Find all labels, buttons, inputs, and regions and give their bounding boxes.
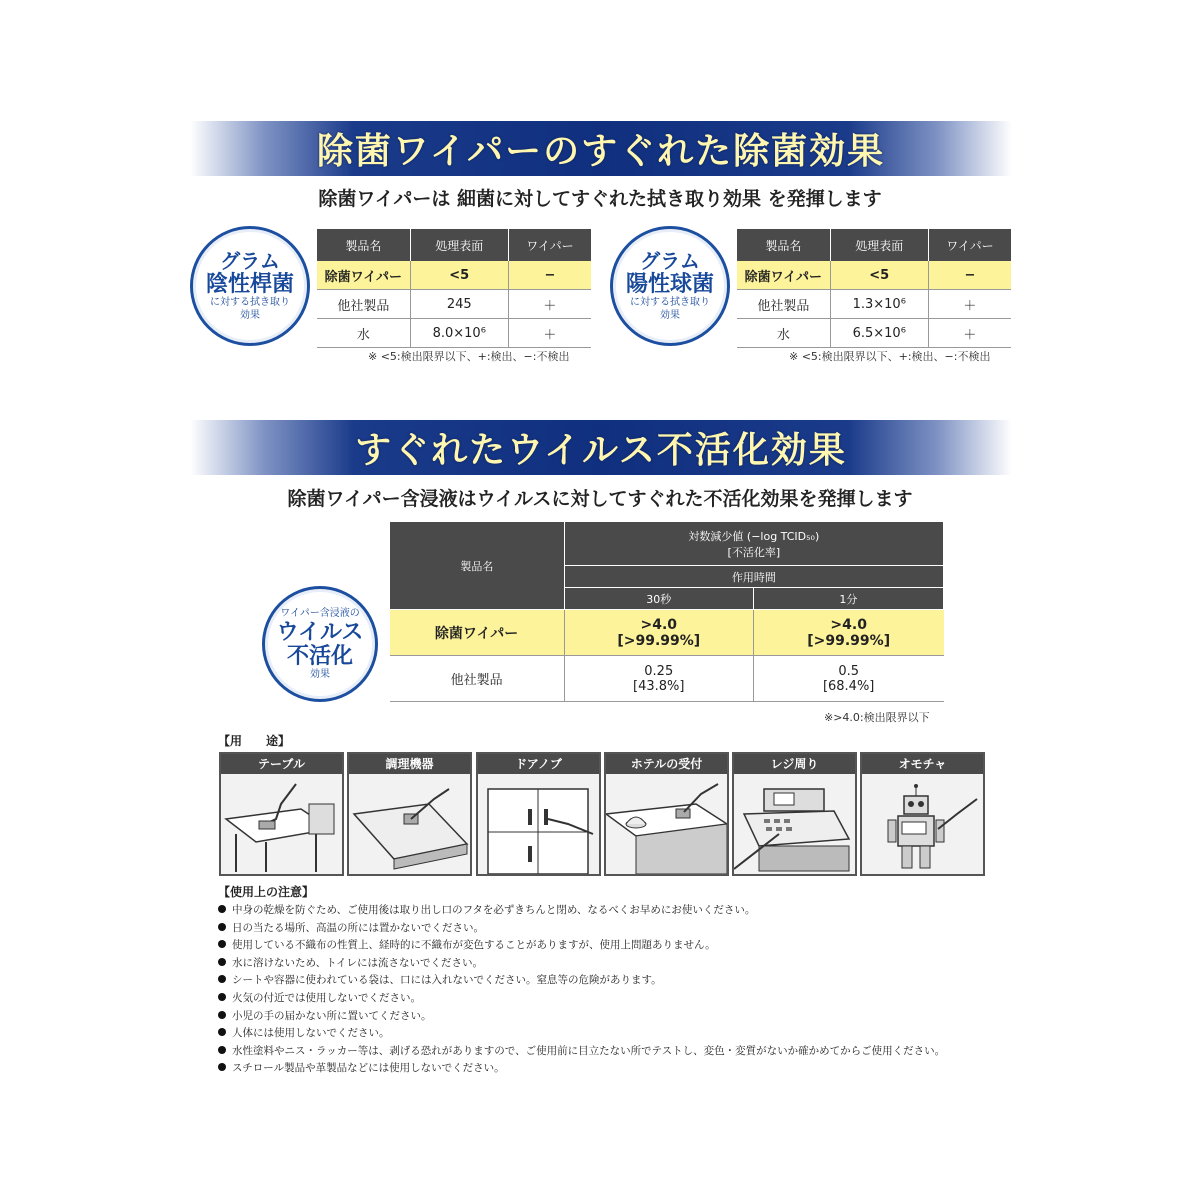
value: >4.0 <box>830 616 867 633</box>
bullet-icon <box>218 905 226 913</box>
bullet-icon <box>218 1063 226 1071</box>
badge-line2: 陽性球菌 <box>625 270 714 297</box>
col-product: 製品名 <box>737 229 830 261</box>
badge-line4: 効果 <box>660 310 680 322</box>
table-row <box>737 319 1011 348</box>
caution-text: スチロール製品や革製品などには使用しないでください。 <box>232 1062 505 1075</box>
rate: [68.4%] <box>822 678 875 694</box>
value: 0.5 <box>838 663 860 679</box>
list-item <box>218 902 945 920</box>
badge-line3: に対する拭き取り <box>630 297 710 309</box>
footnote-right: ※ <5:検出限界以下、+:検出、−:不検出 <box>789 350 991 363</box>
usage-tile-hotel <box>604 752 729 876</box>
col-wiper: ワイパー <box>928 229 1011 261</box>
caution-text: シートや容器に使われている袋は、口には入れないでください。窒息等の危険があります。 <box>232 974 662 987</box>
footnote-virus: ※>4.0:検出限界以下 <box>824 711 930 724</box>
list-item <box>218 1008 945 1026</box>
badge-line2: 陰性桿菌 <box>205 270 294 297</box>
cell: − <box>928 261 1011 290</box>
cell: 245 <box>410 290 508 319</box>
refrigerator-door-icon <box>478 774 599 874</box>
list-item <box>218 972 945 990</box>
badge-line3: に対する拭き取り <box>210 297 290 309</box>
metric-label: 対数減少値 (−log TCID₅₀) <box>688 529 820 543</box>
table-row <box>317 290 591 319</box>
usage-tile-doorknob <box>476 752 601 876</box>
usage-label: オモチャ <box>862 754 983 774</box>
usage-label: レジ周り <box>734 754 855 774</box>
table-row <box>737 290 1011 319</box>
usage-tile-cookware <box>347 752 472 876</box>
value: >4.0 <box>640 616 678 633</box>
table-gram-negative <box>317 229 591 348</box>
table-row <box>317 261 591 290</box>
list-item <box>218 920 945 938</box>
cell <box>564 656 753 702</box>
table-row <box>390 656 944 702</box>
cell: 他社製品 <box>390 656 565 702</box>
cell: <5 <box>830 261 928 290</box>
section2-banner-title: すぐれたウイルス不活化効果 <box>355 429 847 471</box>
usage-label: ドアノブ <box>478 754 599 774</box>
cell: 除菌ワイパー <box>390 610 565 656</box>
caution-text: 小児の手の届かない所に置いてください。 <box>232 1009 432 1022</box>
table-row <box>390 610 944 656</box>
cautions-title: 【使用上の注意】 <box>218 885 315 899</box>
usage-title: 【用 途】 <box>218 734 291 748</box>
reception-bell-icon <box>606 774 727 874</box>
table-row <box>317 319 591 348</box>
table-illustration-icon <box>221 774 342 874</box>
cell: 他社製品 <box>737 290 830 319</box>
cell: 除菌ワイパー <box>737 261 830 290</box>
badge-line1: グラム <box>640 248 700 273</box>
toy-robot-icon <box>862 774 983 874</box>
section1-subtitle: 除菌ワイパーは 細菌に対してすぐれた拭き取り効果 を発揮します <box>318 188 882 210</box>
caution-text: 水に溶けないため、トイレには流さないでください。 <box>232 956 484 969</box>
col-30s: 30秒 <box>564 588 753 610</box>
caution-text: 水性塗料やニス・ラッカー等は、剥げる恐れがありますので、ご使用前に目立たない所でテストし、変色・変質がないか確かめてからご使用ください。 <box>232 1044 946 1057</box>
value: 0.25 <box>644 663 674 679</box>
badge-line1: ワイパー含浸液の <box>280 607 360 619</box>
cell: ＋ <box>928 290 1011 319</box>
usage-tile-toy <box>860 752 985 876</box>
section2-banner <box>190 420 1012 475</box>
col-time: 作用時間 <box>564 566 943 588</box>
bullet-icon <box>218 993 226 1001</box>
cell: − <box>508 261 591 290</box>
col-1min: 1分 <box>753 588 943 610</box>
col-wiper: ワイパー <box>508 229 591 261</box>
col-surface: 処理表面 <box>410 229 508 261</box>
usage-label: ホテルの受付 <box>606 754 727 774</box>
table-gram-positive <box>737 229 1011 348</box>
kitchen-counter-icon <box>349 774 470 874</box>
bullet-icon <box>218 940 226 948</box>
cell: 6.5×10⁶ <box>830 319 928 348</box>
caution-text: 日の当たる場所、高温の所には置かないでください。 <box>232 921 484 934</box>
badge-line2: ウイルス <box>276 618 364 645</box>
table-row <box>737 261 1011 290</box>
badge-line4: 効果 <box>240 310 260 322</box>
caution-text: 中身の乾燥を防ぐため、ご使用後は取り出し口のフタを必ずきちんと閉め、なるべくお早めにお使いください。 <box>232 904 756 916</box>
footnote-left: ※ <5:検出限界以下、+:検出、−:不検出 <box>368 350 570 363</box>
list-item <box>218 1060 945 1078</box>
usage-tile-table <box>219 752 344 876</box>
cell: 8.0×10⁶ <box>410 319 508 348</box>
rate: [43.8%] <box>633 678 685 694</box>
section2-subtitle: 除菌ワイパー含浸液はウイルスに対してすぐれた不活化効果を発揮します <box>287 488 913 510</box>
bullet-icon <box>218 975 226 983</box>
cautions-list <box>218 902 945 1078</box>
badge-line3: 不活化 <box>286 643 353 669</box>
cell: 1.3×10⁶ <box>830 290 928 319</box>
section1-banner-title: 除菌ワイパーのすぐれた除菌効果 <box>316 130 886 172</box>
col-product: 製品名 <box>317 229 410 261</box>
list-item <box>218 955 945 973</box>
badge-line4: 効果 <box>310 669 330 681</box>
rate: [>99.99%] <box>807 632 891 649</box>
list-item <box>218 990 945 1008</box>
cell: 他社製品 <box>317 290 410 319</box>
list-item <box>218 1043 945 1061</box>
usage-label: 調理機器 <box>349 754 470 774</box>
cash-register-icon <box>734 774 855 874</box>
caution-text: 人体には使用しないでください。 <box>232 1027 390 1040</box>
rate: [>99.99%] <box>617 632 701 649</box>
badge-line1: グラム <box>220 248 280 273</box>
col-product: 製品名 <box>390 522 565 610</box>
bullet-icon <box>218 958 226 966</box>
cell <box>564 610 753 656</box>
cell <box>753 656 943 702</box>
bullet-icon <box>218 923 226 931</box>
cell: 水 <box>737 319 830 348</box>
badge-gram-negative <box>190 226 310 346</box>
cell <box>753 610 943 656</box>
badge-gram-positive <box>610 226 730 346</box>
table-virus <box>389 521 944 702</box>
cell: 水 <box>317 319 410 348</box>
usage-tile-register <box>732 752 857 876</box>
list-item <box>218 937 945 955</box>
caution-text: 使用している不織布の性質上、経時的に不織布が変色することがありますが、使用上問題ありません。 <box>232 939 716 952</box>
section1-banner <box>190 121 1012 176</box>
caution-text: 火気の付近では使用しないでください。 <box>232 991 421 1004</box>
cell: ＋ <box>928 319 1011 348</box>
col-metric <box>564 522 943 566</box>
bullet-icon <box>218 1028 226 1036</box>
badge-virus-inactivation <box>262 586 378 702</box>
usage-label: テーブル <box>221 754 342 774</box>
bullet-icon <box>218 1011 226 1019</box>
metric-sublabel: [不活化率] <box>727 545 781 559</box>
cell: ＋ <box>508 290 591 319</box>
cell: 除菌ワイパー <box>317 261 410 290</box>
cell: <5 <box>410 261 508 290</box>
bullet-icon <box>218 1046 226 1054</box>
list-item <box>218 1025 945 1043</box>
col-surface: 処理表面 <box>830 229 928 261</box>
cell: ＋ <box>508 319 591 348</box>
